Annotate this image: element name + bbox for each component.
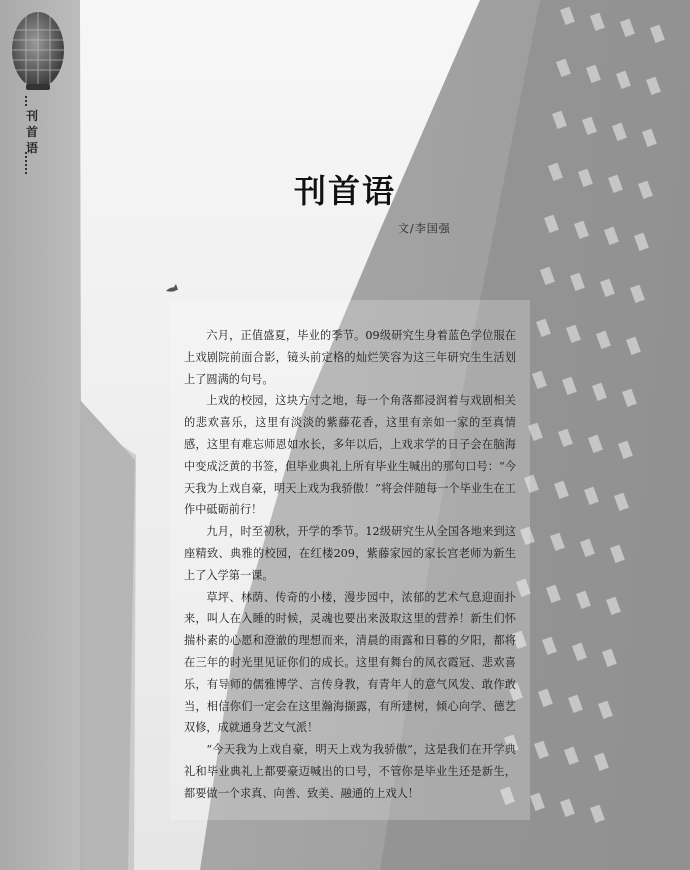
paragraph: 草坪、林荫、传奇的小楼，漫步园中，浓郁的艺术气息迎面扑来，叫人在入睡的时候，灵魂也要出来汲取这里的营养！新生们怀揣朴素的心愿和澄澈的理想而来，清晨的雨露和日暮的夕阳，都将在三年的时光里见证你们的成长。这里有舞台的凤衣霞冠、悲欢喜乐，有导师的儒雅博学、言传身教，有青年人的意气风发、敢作敢当，相信你们一定会在这里瀚海撷露，有所建树，倾心向学、德艺双修，成就通身艺文气派！ — [184, 590, 516, 735]
byline: 文/李国强 — [398, 222, 451, 235]
paragraph: 上戏的校园，这块方寸之地，每一个角落都浸润着与戏剧相关的悲欢喜乐，这里有淡淡的紫藤花香，这里有亲如一家的至真情感，这里有难忘师恩如水长，多年以后，上戏求学的日子会在脑海中变成泛黄的书签，但毕业典礼上所有毕业生喊出的那句口号：“今天我为上戏自豪，明天上戏为我骄傲！”将会伴随每一个毕业生在工作中砥砺前行！ — [184, 394, 516, 517]
sidebar-dotted-line — [25, 96, 27, 106]
article-body — [184, 325, 516, 805]
paragraph: 九月，时至初秋，开学的季节。12级研究生从全国各地来到这座精致、典雅的校园，在红楼209，紫藤家园的家长宫老师为新生上了入学第一课。 — [184, 525, 516, 582]
paragraph: “今天我为上戏自豪，明天上戏为我骄傲”，这是我们在开学典礼和毕业典礼上都要豪迈喊出的口号，不管你是毕业生还是新生，都要做一个求真、向善、致美、融通的上戏人！ — [184, 743, 516, 800]
section-label: 刊首语 — [26, 109, 39, 155]
page-title: 刊首语 — [293, 172, 396, 210]
paragraph: 六月，正值盛夏，毕业的季节。09级研究生身着蓝色学位服在上戏剧院前面合影，镜头前定格的灿烂笑容为这三年研究生生活划上了圆满的句号。 — [184, 329, 516, 386]
